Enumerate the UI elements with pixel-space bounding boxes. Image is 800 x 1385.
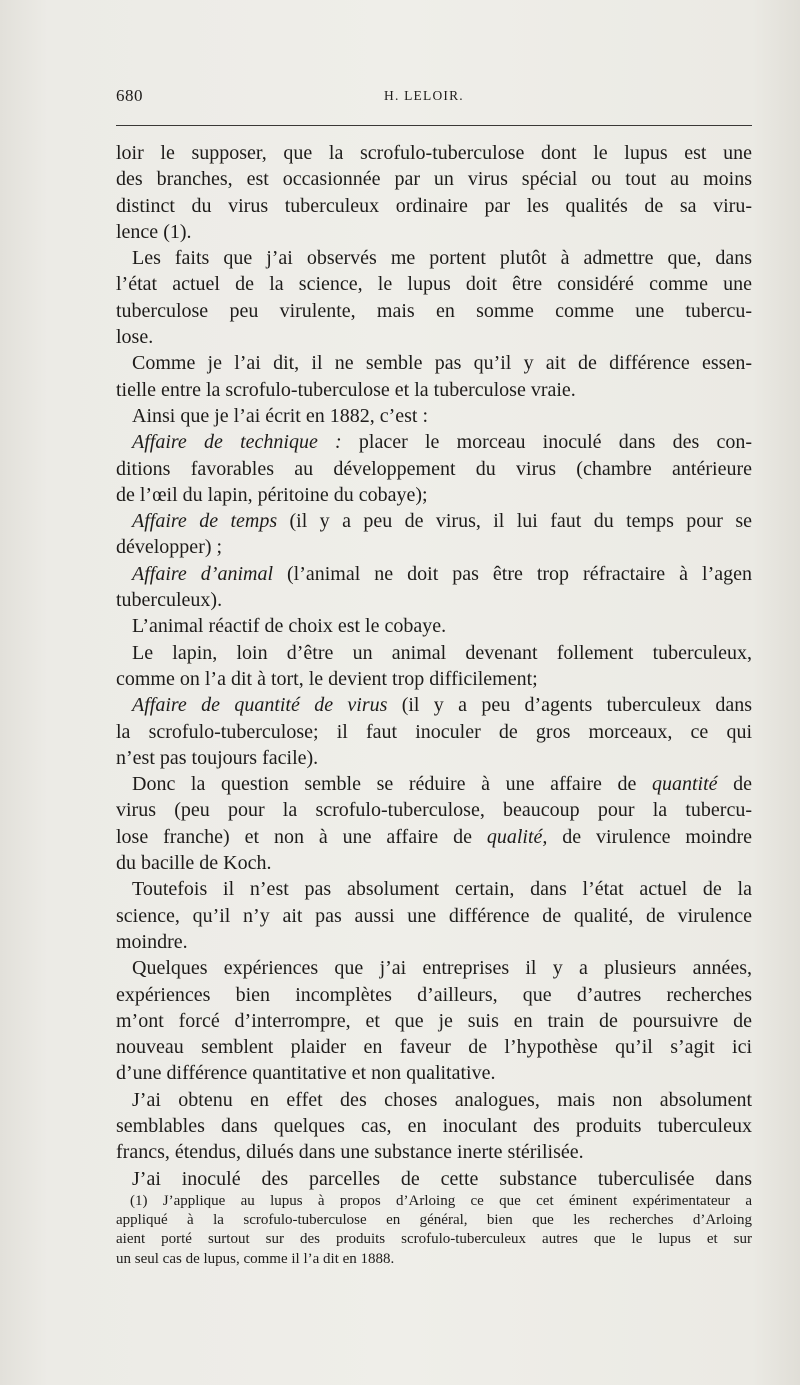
text-line (116, 982, 752, 1008)
page-number: 680 (116, 86, 143, 105)
text-line (116, 1034, 752, 1060)
text-line (116, 403, 752, 429)
text-line-text: d’une différence quantitative et non qualitative. (116, 1062, 496, 1085)
text-line-text: moindre. (116, 930, 188, 953)
text-line-text: m’ont forcé d’interrompre, et que je suis en train de poursuivre de (116, 1009, 752, 1032)
text-line (116, 193, 752, 219)
running-title: H. LELOIR. (384, 88, 464, 103)
text-line-text: (il y a peu de virus, il lui faut du temps pour se (277, 510, 752, 533)
text-line-text: placer le morceau inoculé dans des con- (341, 431, 752, 454)
text-line-text: l’état actuel de la science, le lupus doit être considéré comme une (116, 273, 752, 296)
footnote-line-text: (1) J’applique au lupus à propos d’Arloing ce que cet éminent expérimentateur a (130, 1193, 752, 1209)
text-line-text: (l’animal ne doit pas être trop réfractaire à l’agen (273, 562, 752, 585)
text-line (116, 1087, 752, 1113)
text-line (116, 1060, 752, 1086)
text-line-text: comme on l’a dit à tort, le devient trop difficilement; (116, 667, 538, 690)
text-line-italic: Affaire de quantité de virus (132, 694, 388, 717)
text-line (116, 692, 752, 718)
text-line-text: J’ai inoculé des parcelles de cette substance tuberculisée dans (132, 1167, 752, 1190)
text-line-italic: Affaire de temps (132, 510, 278, 533)
footnote-line-text: un seul cas de lupus, comme il l’a dit en 1888. (116, 1250, 395, 1267)
text-line-italic: quantité (651, 773, 718, 796)
text-line (116, 955, 752, 981)
text-line-italic: qualité, (486, 825, 548, 848)
text-line-text: Toutefois il n’est pas absolument certain, dans l’état actuel de la (132, 878, 752, 901)
body-text (116, 140, 752, 1192)
footnote-line (116, 1230, 752, 1249)
text-line (116, 850, 752, 876)
text-line-text: de virulence moindre (547, 825, 752, 848)
text-line (116, 666, 752, 692)
text-line-text: la scrofulo-tuberculose; il faut inoculer de gros morceaux, ce qui (116, 720, 752, 743)
text-line (116, 140, 752, 166)
text-line (116, 1113, 752, 1139)
text-line-text: de (717, 773, 752, 796)
text-line (116, 508, 752, 534)
text-line (116, 587, 752, 613)
text-line-text: semblables dans quelques cas, en inoculant des produits tuberculeux (116, 1114, 752, 1137)
text-line-text: Les faits que j’ai observés me portent plutôt à admettre que, dans (132, 247, 752, 270)
text-line-text: n’est pas toujours facile). (116, 746, 319, 769)
footnote-line (116, 1250, 752, 1269)
text-line (116, 350, 752, 376)
text-line-text: Le lapin, loin d’être un animal devenant follement tuberculeux, (132, 641, 752, 664)
text-line (116, 271, 752, 297)
text-line-text: Ainsi que je l’ai écrit en 1882, c’est : (132, 404, 429, 427)
text-line (116, 613, 752, 639)
text-line-text: loir le supposer, que la scrofulo-tuberculose dont le lupus est une (116, 142, 752, 164)
text-line-text: nouveau semblent plaider en faveur de l’hypothèse qu’il s’agit ici (116, 1036, 752, 1059)
text-line-text: ditions favorables au développement du virus (chambre antérieure (116, 457, 752, 480)
text-line (116, 903, 752, 929)
text-line-text: lence (1). (116, 220, 192, 243)
text-line-text: lose franche) et non à une affaire de (116, 825, 487, 848)
text-line-text: Quelques expériences que j’ai entreprises il y a plusieurs années, (132, 957, 752, 980)
text-line (116, 245, 752, 271)
text-line (116, 534, 752, 560)
text-line (116, 429, 752, 455)
text-line-text: L’animal réactif de choix est le cobaye. (132, 615, 447, 638)
text-line (116, 824, 752, 850)
text-line-text: Donc la question semble se réduire à une affaire de (132, 773, 652, 796)
footnote-line-text: appliqué à la scrofulo-tuberculose en général, bien que les recherches d’Arloing (116, 1212, 752, 1229)
text-line (116, 298, 752, 324)
text-line-text: des branches, est occasionnée par un virus spécial ou tout au moins (116, 168, 752, 191)
text-line (116, 166, 752, 192)
text-line-text: développer) ; (116, 536, 223, 559)
text-line-text: virus (peu pour la scrofulo-tuberculose, beaucoup pour la tubercu- (116, 799, 752, 822)
text-line (116, 482, 752, 508)
text-line (116, 771, 752, 797)
text-line (116, 1008, 752, 1034)
text-line-italic: Affaire de technique : (132, 431, 342, 454)
footnote-line-text: aient porté surtout sur des produits scrofulo-tuberculeux autres que le lupus et sur (116, 1231, 752, 1248)
text-line (116, 929, 752, 955)
text-line-text: (il y a peu d’agents tuberculeux dans (387, 694, 752, 717)
text-line-text: de l’œil du lapin, péritoine du cobaye); (116, 483, 428, 506)
text-line-text: francs, étendus, dilués dans une substance inerte stérilisée. (116, 1141, 584, 1164)
footnote-line (116, 1211, 752, 1230)
text-line (116, 377, 752, 403)
text-line (116, 719, 752, 745)
text-line-text: lose. (116, 326, 154, 349)
text-line (116, 876, 752, 902)
text-line-text: tielle entre la scrofulo-tuberculose et la tuberculose vraie. (116, 378, 576, 401)
text-line-text: J’ai obtenu en effet des choses analogues, mais non absolument (132, 1088, 752, 1111)
text-line-text: science, qu’il n’y ait pas aussi une différence de qualité, de virulence (116, 904, 752, 927)
text-line-text: Comme je l’ai dit, il ne semble pas qu’il y ait de différence essen- (132, 352, 752, 375)
text-line-text: tuberculose peu virulente, mais en somme comme une tubercu- (116, 299, 752, 322)
header-rule (116, 125, 752, 126)
text-line (116, 1139, 752, 1165)
text-line-text: tuberculeux). (116, 589, 223, 612)
text-line (116, 456, 752, 482)
text-line (116, 797, 752, 823)
text-line-italic: Affaire d’animal (132, 562, 274, 585)
text-line (116, 640, 752, 666)
running-head (116, 86, 752, 110)
text-line (116, 324, 752, 350)
text-line-text: expériences bien incomplètes d’ailleurs, que d’autres recherches (116, 983, 752, 1006)
text-line (116, 219, 752, 245)
text-line (116, 561, 752, 587)
text-line (116, 745, 752, 771)
text-line (116, 1166, 752, 1192)
text-line-text: du bacille de Koch. (116, 852, 272, 875)
text-line-text: distinct du virus tuberculeux ordinaire par les qualités de sa viru- (116, 194, 752, 217)
footnote-line (116, 1192, 752, 1211)
footnote (116, 1192, 752, 1269)
